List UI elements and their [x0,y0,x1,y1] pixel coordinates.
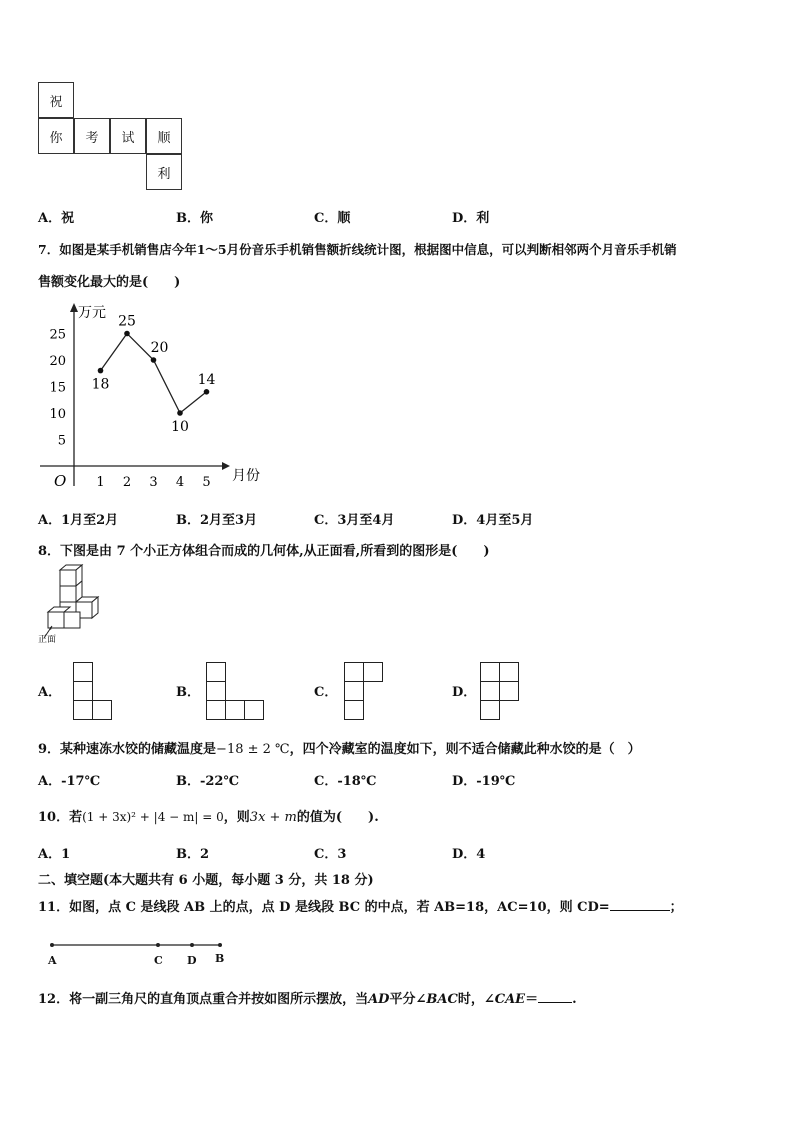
q9-stem-b: ，四个冷藏室的温度如下，则不适合储藏此种水饺的是（ ） [289,742,641,757]
y-axis-arrow [70,303,78,312]
net-cell: 考 [74,118,110,154]
q10-equation: (1 + 3x)² + |4 − m| = 0 [82,810,224,824]
data-label: 10 [171,419,189,435]
q10-stem-c: 的值为( ). [296,810,379,825]
q12-stem [38,988,577,1007]
x-tick-label: 3 [149,475,158,490]
net-cell: 顺 [146,118,182,154]
q8-option-b: B． [176,685,200,700]
q12-angle-cae: ∠CAE [483,992,526,1007]
q12-stem-d: ＝ [525,992,539,1007]
q12-end: . [572,992,577,1007]
net-cell: 试 [110,118,146,154]
data-label: 20 [150,340,169,356]
x-tick-label: 5 [202,475,211,490]
line-segment-figure [44,936,244,970]
q9-stem [38,738,641,757]
q10-stem [38,806,379,825]
q7-stem-line1: 7．如图是某手机销售店今年1～5月份音乐手机销售额折线统计图，根据图中信息，可以判断相邻两个月音乐手机销 [38,242,677,257]
point-label-d: D [187,954,197,967]
q7-option-d: D．4月至5月 [452,513,534,528]
y-tick-label: 10 [49,407,66,422]
front-label: 正面 [38,635,57,645]
y-tick-label: 25 [49,327,66,343]
q12-stem-b: 平分 [389,992,416,1007]
q10-option-d: D．4 [452,847,486,862]
y-tick-label: 15 [49,380,66,396]
q11-answer-blank[interactable] [610,898,670,911]
q9-option-a: A．-17℃ [38,774,101,789]
q7-stem-line2: 售额变化最大的是( ) [38,275,181,290]
net-cell: 你 [38,118,74,154]
origin-label: O [54,472,67,490]
x-tick-label: 2 [122,475,132,490]
q10-option-c: C．3 [314,847,347,862]
data-point [177,410,183,416]
q10-stem-b: ，则 [223,810,250,825]
q7-option-c: C．3月至4月 [314,513,395,528]
q6-option-c: C．顺 [314,211,351,226]
data-label: 18 [91,376,110,393]
point-label-b: B [215,952,225,965]
q8-option-c: C． [314,685,338,700]
data-point [151,357,157,363]
y-axis-title: 万元 [78,305,106,321]
q8-option-d: D． [452,685,477,700]
data-point [98,368,104,374]
q6-option-b: B．你 [176,211,213,226]
point-label-a: A [48,954,57,967]
q10-option-b: B．2 [176,847,210,862]
q10-stem-a: 10．若 [38,810,83,825]
q9-option-c: C．-18℃ [314,774,377,789]
x-axis-title: 月份 [232,468,260,484]
sales-line-chart [36,296,276,496]
q8-stem: 8．下图是由 7 个小正方体组合而成的几何体,从正面看,所看到的图形是( ) [38,544,490,559]
q12-stem-c: 时， [457,992,484,1007]
data-label: 14 [197,371,216,388]
q10-expression: 3x + m [249,810,297,825]
x-axis-arrow [222,462,230,470]
q11-stem [38,896,683,915]
y-tick-label: 20 [49,354,66,369]
section-2-title: 二、填空题(本大题共有 6 小题，每小题 3 分，共 18 分) [38,873,374,888]
q9-option-b: B．-22℃ [176,774,240,789]
data-label: 25 [118,313,136,330]
q9-stem-a: 9．某种速冻水饺的储藏温度是 [38,742,217,757]
q8-option-a: A． [38,685,62,700]
q6-option-d: D．利 [452,211,490,226]
data-point [204,389,210,395]
net-cell: 利 [146,154,182,190]
y-tick-label: 5 [57,433,66,449]
x-tick-label: 1 [96,475,105,490]
q10-option-a: A．1 [38,847,71,862]
point-label-c: C [154,954,163,967]
x-tick-label: 4 [175,475,185,490]
q7-option-a: A．1月至2月 [38,513,119,528]
q12-stem-a: 12．将一副三角尺的直角顶点重合并按如图所示摆放，当 [38,992,369,1007]
q12-angle-bac: ∠BAC [415,992,458,1007]
data-point [124,331,130,337]
net-cell: 祝 [38,82,74,118]
q11-end: ； [669,900,683,915]
q12-ad: AD [368,992,390,1007]
q7-option-b: B．2月至3月 [176,513,258,528]
q12-answer-blank[interactable] [538,990,572,1003]
q6-option-a: A．祝 [38,211,75,226]
q9-temperature: −18 ± 2 ℃ [216,742,290,757]
q11-stem-text: 11．如图，点 C 是线段 AB 上的点，点 D 是线段 BC 的中点，若 AB=18，AC=10，则 CD= [38,900,610,915]
q9-option-d: D．-19℃ [452,774,516,789]
